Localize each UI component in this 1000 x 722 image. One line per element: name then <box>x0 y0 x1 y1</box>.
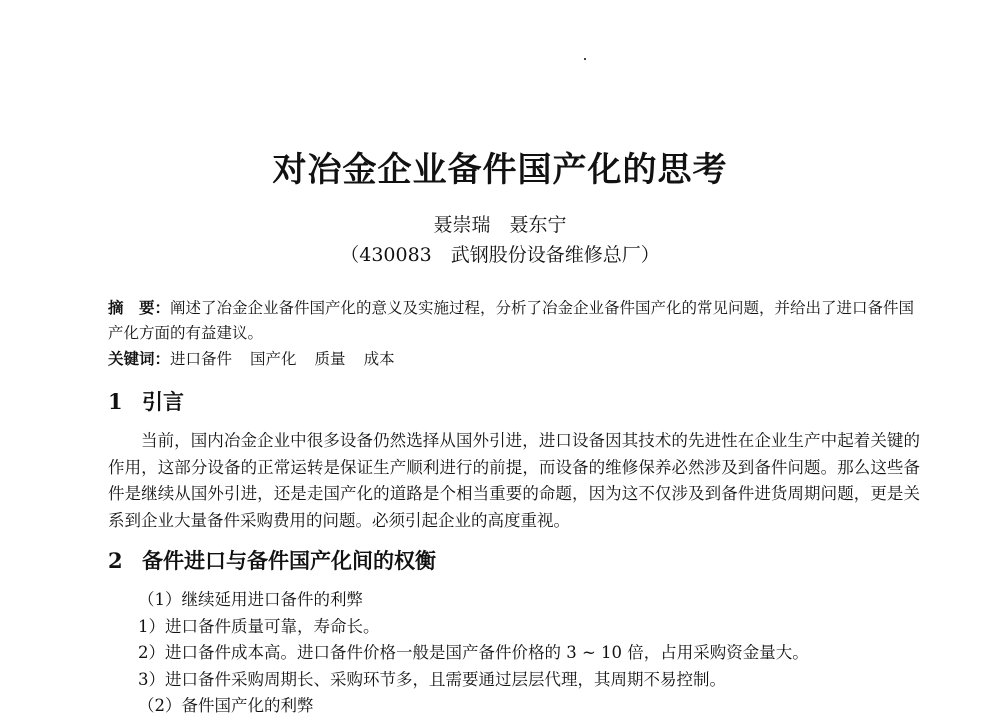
section-2-list <box>108 587 920 720</box>
section-number: 1 <box>108 389 123 414</box>
keyword: 国产化 <box>250 350 297 368</box>
affiliation: （430083 武钢股份设备维修总厂） <box>340 244 660 266</box>
abstract-label: 摘 要： <box>108 299 171 317</box>
section-1-paragraph: 当前，国内冶金企业中很多设备仍然选择从国外引进，进口设备因其技术的先进性在企业生产中起着关键的作用，这部分设备的正常运转是保证生产顺利进行的前提，而设备的维修保养必然涉及到备件问题。那么这些备件是继续从国外引进，还是走国产化的道路是个相当重要的命题，因为这不仅涉及到备件进货周期问题，更是关系到企业大量备件采购费用的问题。必须引起企业的高度重视。 <box>108 431 920 530</box>
keywords <box>108 347 918 372</box>
keyword: 成本 <box>363 350 395 368</box>
keyword: 进口备件 <box>170 350 233 368</box>
list-item: 2）进口备件成本高。进口备件价格一般是国产备件价格的 3 ~ 10 倍，占用采购资金量大。 <box>138 643 809 662</box>
section-heading-2 <box>108 545 436 575</box>
keywords-label: 关键词： <box>108 350 171 368</box>
paper-title: 对冶金企业备件国产化的思考 <box>272 150 728 190</box>
list-item: 1）进口备件质量可靠，寿命长。 <box>138 616 380 636</box>
section-title: 备件进口与备件国产化间的权衡 <box>142 549 436 573</box>
list-item: 3）进口备件采购周期长、采购环节多，且需要通过层层代理，其周期不易控制。 <box>138 669 726 689</box>
keyword: 质量 <box>314 350 346 368</box>
section-number: 2 <box>108 548 123 573</box>
section-heading-1 <box>108 386 184 416</box>
list-item: （2）备件国产化的利弊 <box>138 696 314 715</box>
abstract-text: 阐述了冶金企业备件国产化的意义及实施过程，分析了冶金企业备件国产化的常见问题，并给出了进口备件国产化方面的有益建议。 <box>108 299 915 342</box>
abstract <box>108 296 918 346</box>
authors: 聂崇瑞 聂东宁 <box>433 214 567 236</box>
scan-speck <box>584 58 586 60</box>
section-title: 引言 <box>142 390 184 414</box>
list-item: （1）继续延用进口备件的利弊 <box>138 590 363 609</box>
